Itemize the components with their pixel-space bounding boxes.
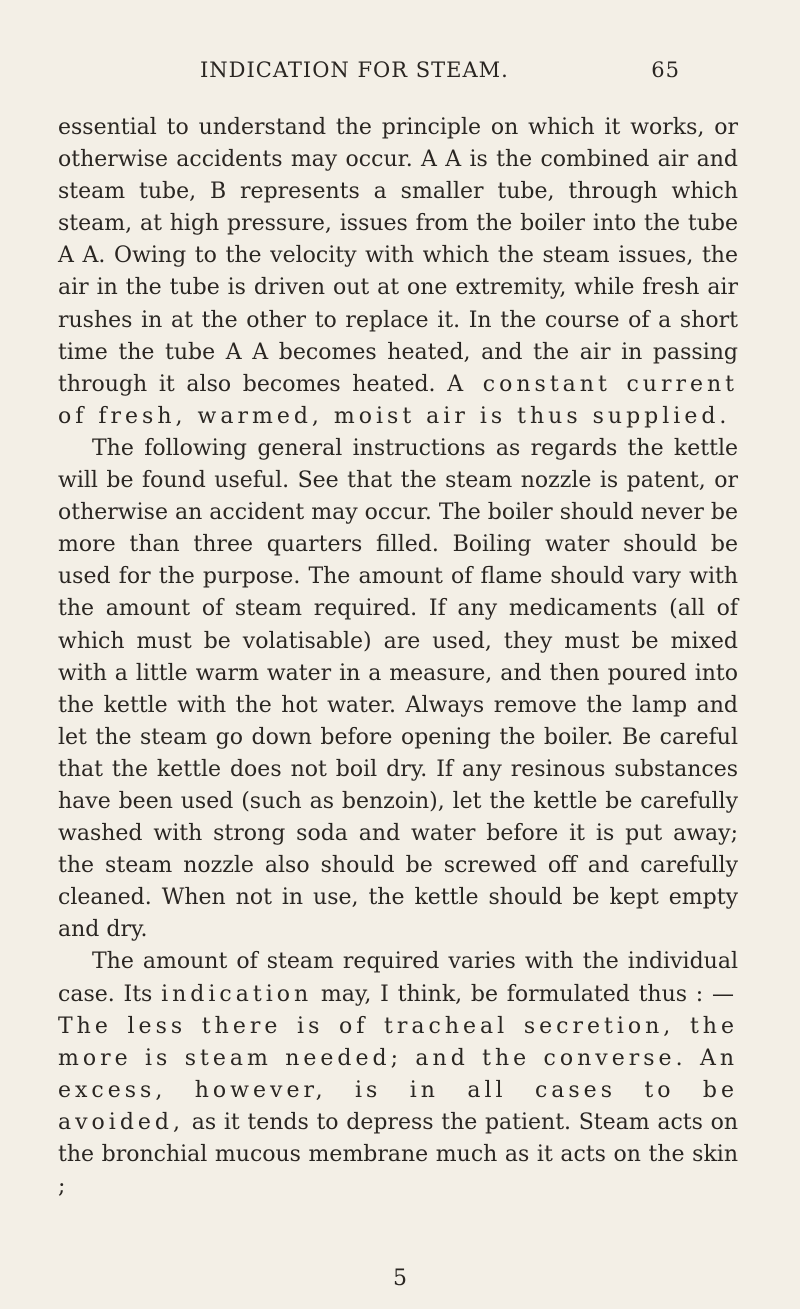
body-text — [58, 112, 738, 1203]
page-number: 65 — [651, 58, 680, 82]
running-head — [200, 58, 680, 88]
paragraph-3-spaced-formula: —The less there is of tracheal secretion, the more is steam needed; and the converse. An excess, however, is in all cases to be avoided, — [58, 981, 738, 1135]
paragraph-1-text: essential to understand the principle on which it works, or otherwise accidents may occur. A A is the combined air and steam tube, B represents a smaller tube, through which steam, at high pressure, issues from the boiler into the tube A A. Owing to the velocity with which the steam issues, the air in the tube is driven out at one extremity, while fresh air rushes in at the other to replace it. In the course of a short time the tube A A becomes heated, and the air in passing through it also becomes heated. — [58, 115, 738, 397]
paragraph-3-spaced-indication: indication — [161, 981, 313, 1007]
signature-mark: 5 — [393, 1266, 407, 1291]
paragraph-2 — [58, 433, 738, 947]
paragraph-1-spaced-text: A constant current of fresh, warmed, moist air is thus supplied. — [58, 371, 739, 429]
paragraph-3-text-start: The amount of steam required varies with the individual case. Its — [58, 949, 738, 1007]
running-title: INDICATION FOR STEAM. — [200, 58, 509, 82]
paragraph-1 — [58, 112, 738, 433]
paragraph-3-text-middle: may, I think, be formulated thus : — [320, 981, 704, 1007]
paragraph-3 — [58, 946, 738, 1203]
paragraph-2-text: The following general instructions as regards the kettle will be found useful. See that the steam nozzle is patent, or otherwise an accident may occur. The boiler should never be more than three quarters filled. Boiling water should be used for the purpose. The amount of flame should vary with the amount of steam required. If any medicaments (all of which must be volatisable) are used, they must be mixed with a little warm water in a measure, and then poured into the kettle with the hot water. Always remove the lamp and let the steam go down before opening the boiler. Be careful that the kettle does not boil dry. If any resinous substances have been used (such as benzoin), let the kettle be carefully washed with strong soda and water before it is put away; the steam nozzle also should be screwed off and carefully cleaned. When not in use, the kettle should be kept empty and dry. — [58, 435, 738, 943]
paragraph-3-text-end: as it tends to depress the patient. Steam acts on the bronchial mucous membrane much as it acts on the skin ; — [58, 1109, 739, 1200]
